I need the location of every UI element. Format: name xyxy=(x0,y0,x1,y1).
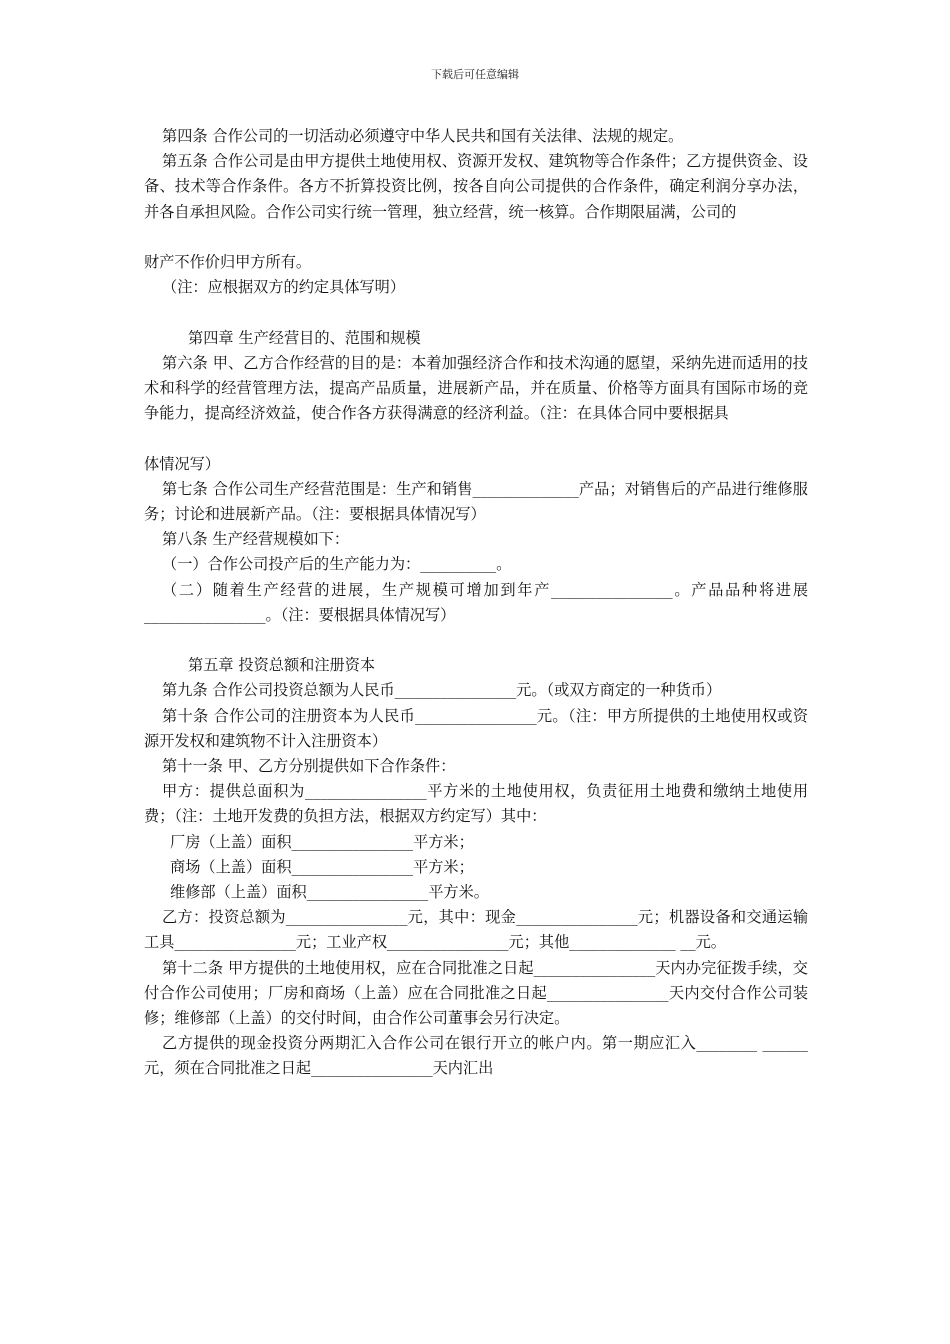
paragraph: 乙方提供的现金投资分两期汇入合作公司在银行开立的帐户内。第一期应汇入________ ______元，须在合同批准之日起________________天内汇出 xyxy=(144,1034,808,1078)
paragraph: 第八条 生产经营规模如下： xyxy=(162,530,350,549)
paragraph: （二）随着生产经营的进展，生产规模可增加到年产________________。产品品种将进展________________。（注：要根据具体情况写） xyxy=(144,580,808,624)
paragraph: 维修部（上盖）面积________________平方米。 xyxy=(170,883,489,902)
paragraph: 第十一条 甲、乙方分别提供如下合作条件： xyxy=(162,757,456,776)
paragraph: 商场（上盖）面积________________平方米； xyxy=(170,857,474,876)
blank-line xyxy=(144,300,808,325)
paragraph: 第七条 合作公司生产经营范围是：生产和销售______________产品；对销售后的产品进行维修服务；讨论和进展新产品。（注：要根据具体情况写） xyxy=(144,479,808,523)
paragraph: 乙方：投资总额为________________元，其中：现金________________元；机器设备和交通运输工具________________元；工业产权________________元；其他______________ __元。 xyxy=(144,908,808,952)
paragraph: （一）合作公司投产后的生产能力为：__________。 xyxy=(162,555,512,574)
paragraph: 第六条 甲、乙方合作经营的目的是：本着加强经济合作和技术沟通的愿望，采纳先进而适用的技术和科学的经营管理方法，提高产品质量，进展新产品，并在质量、价格等方面具有国际市场的竞争能力，提高经济效益，使合作各方获得满意的经济利益。（注：在具体合同中要根据具 xyxy=(144,353,808,423)
paragraph: 第五条 合作公司是由甲方提供土地使用权、资源开发权、建筑物等合作条件；乙方提供资金、设备、技术等合作条件。各方不折算投资比例，按各自向公司提供的合作条件，确定利润分享办法，并各自承担风险。合作公司实行统一管理，独立经营，统一核算。合作期限届满，公司的 xyxy=(144,152,808,221)
document-body xyxy=(144,124,808,1082)
paragraph: 第十二条 甲方提供的土地使用权，应在合同批准之日起________________天内办完征拨手续，交付合作公司使用；厂房和商场（上盖）应在合同批准之日起________________天内交付合作公司装修；维修部（上盖）的交付时间，由合作公司董事会另行决定。 xyxy=(144,958,808,1028)
paragraph: 厂房（上盖）面积________________平方米； xyxy=(170,832,474,851)
blank-line xyxy=(144,628,808,653)
chapter-heading: 第四章 生产经营目的、范围和规模 xyxy=(188,328,421,347)
paragraph: 财产不作价归甲方所有。 xyxy=(144,253,312,271)
blank-line xyxy=(144,225,808,250)
paragraph: 第四条 合作公司的一切活动必须遵守中华人民共和国有关法律、法规的规定。 xyxy=(162,127,684,145)
paragraph: 甲方：提供总面积为________________平方米的土地使用权，负责征用土地费和缴纳土地使用费；（注：土地开发费的负担方法，根据双方约定写）其中： xyxy=(144,782,808,826)
paragraph: 第九条 合作公司投资总额为人民币________________元。（或双方商定的一种货币） xyxy=(162,681,722,700)
blank-line xyxy=(144,426,808,451)
paragraph: 体情况写） xyxy=(144,454,220,473)
paragraph: （注：应根据双方的约定具体写明） xyxy=(162,278,405,297)
chapter-heading: 第五章 投资总额和注册资本 xyxy=(188,656,376,675)
page-header: 下载后可任意编辑 xyxy=(431,68,519,81)
paragraph: 第十条 合作公司的注册资本为人民币________________元。（注：甲方所提供的土地使用权或资源开发权和建筑物不计入注册资本） xyxy=(144,706,808,750)
